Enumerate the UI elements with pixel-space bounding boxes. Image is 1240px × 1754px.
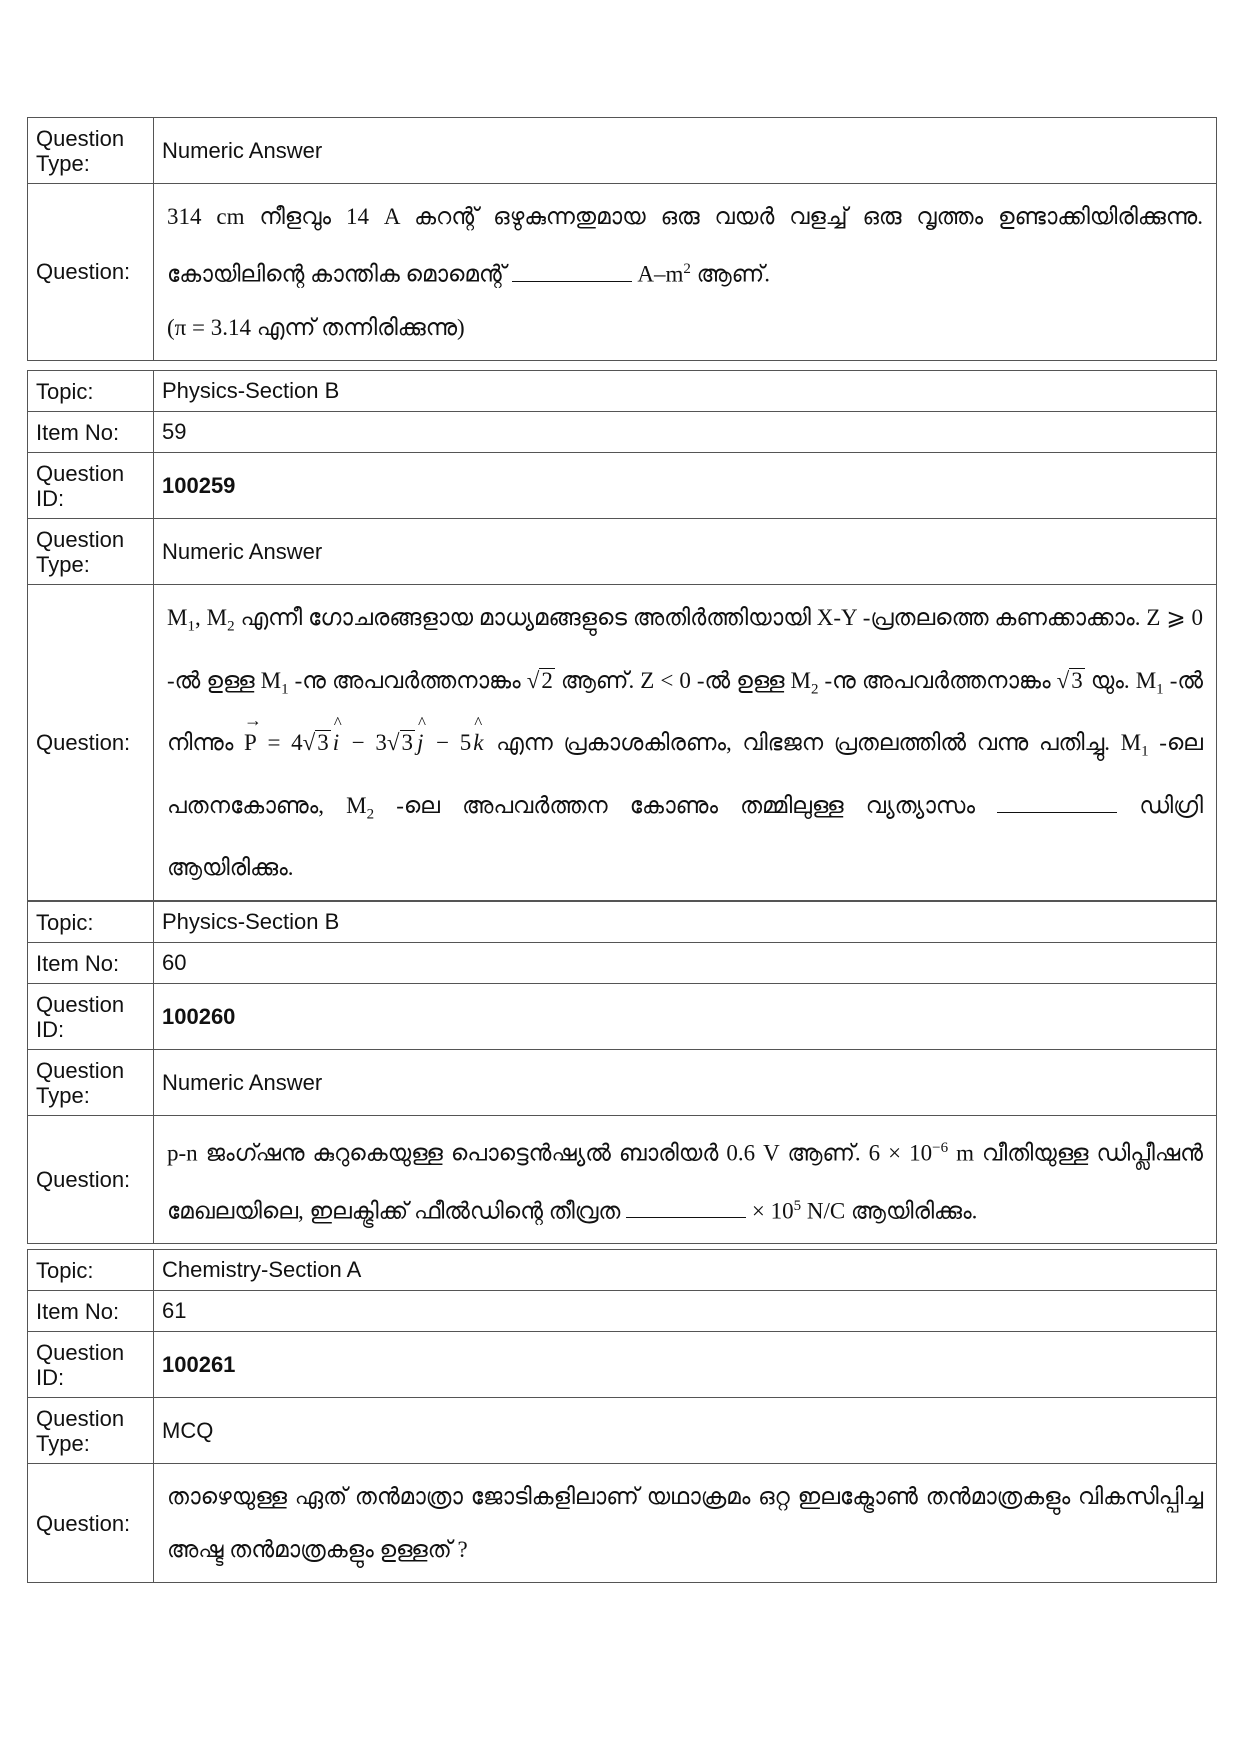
question-card-59 bbox=[27, 370, 1217, 901]
topic-label: Topic: bbox=[28, 1250, 154, 1291]
question-text: 314 cm നീളവും 14 A കറന്റ് ഒഴുകുന്നതുമായ ഒരു വയർ വളച്ച് ഒരു വൃത്തം ഉണ്ടാക്കിയിരിക്കുന്നു. കോയിലിന്റെ കാന്തിക മൊമെന്റ് $A-m^2$ ആണ്. (π = 3.14 എന്ന് തന്നിരിക്കുന്നു) bbox=[154, 184, 1217, 361]
question-type-label: Question Type: bbox=[28, 519, 154, 585]
topic-label: Topic: bbox=[28, 902, 154, 943]
question-type-label: Question Type: bbox=[28, 1398, 154, 1464]
sqrt-2: √2 bbox=[526, 667, 553, 693]
topic-value: Physics-Section B bbox=[154, 371, 1217, 412]
question-type-label: Question Type: bbox=[28, 1050, 154, 1116]
question-id-label: Question ID: bbox=[28, 1332, 154, 1398]
question-type-value: Numeric Answer bbox=[154, 519, 1217, 585]
question-type-value: MCQ bbox=[154, 1398, 1217, 1464]
question-id-label: Question ID: bbox=[28, 984, 154, 1050]
question-type-value: Numeric Answer bbox=[154, 118, 1217, 184]
vector-p: → P bbox=[244, 716, 257, 769]
sqrt-3: √3 bbox=[1056, 667, 1083, 693]
question-id-value: 100261 bbox=[154, 1332, 1217, 1398]
question-text: താഴെയുള്ള ഏത് തൻമാത്രാ ജോടികളിലാണ് യഥാക്രമം ഒറ്റ ഇലക്ട്രോൺ തൻമാത്രകളും വികസിപ്പിച്ച അഷ്ട തൻമാത്രകളും ഉള്ളത് ? bbox=[154, 1464, 1217, 1583]
item-no-label: Item No: bbox=[28, 412, 154, 453]
topic-value: Chemistry-Section A bbox=[154, 1250, 1217, 1291]
unit-vector-j: ^ j bbox=[415, 716, 425, 769]
question-card-continued bbox=[27, 117, 1217, 361]
topic-label: Topic: bbox=[28, 371, 154, 412]
question-type-value: Numeric Answer bbox=[154, 1050, 1217, 1116]
item-no-label: Item No: bbox=[28, 943, 154, 984]
item-no-value: 61 bbox=[154, 1291, 1217, 1332]
unit-vector-k: ^ k bbox=[471, 716, 485, 769]
question-label: Question: bbox=[28, 1464, 154, 1583]
question-id-label: Question ID: bbox=[28, 453, 154, 519]
question-label: Question: bbox=[28, 585, 154, 901]
question-label: Question: bbox=[28, 1116, 154, 1244]
answer-blank bbox=[626, 1191, 746, 1218]
question-card-61 bbox=[27, 1249, 1217, 1583]
item-no-value: 59 bbox=[154, 412, 1217, 453]
item-no-value: 60 bbox=[154, 943, 1217, 984]
question-id-value: 100259 bbox=[154, 453, 1217, 519]
question-text: $M_1$, $M_2$ എന്നീ ഗോചരങ്ങളായ മാധ്യമങ്ങളുടെ അതിർത്തിയായി X-Y -പ്രതലത്തെ കണക്കാക്കാം. Z ⩾ 0 -ൽ ഉള്ള $M_1$ -നു അപവർത്തനാങ്കം √2 ആണ്. Z < 0 -ൽ ഉള്ള $M_2$ -നു അപവർത്തനാങ്കം √3 യും. $M_1$ -ൽ നിന്നും → P = 4√3^ i − 3√3^ j − 5^ k എന്ന പ്രകാശകിരണം, വിഭജന പ്രതലത്തിൽ വന്നു പതിച്ചു. $M_1$ -ലെ പതനകോണും, $M_2$ -ലെ അപവർത്തന കോണും തമ്മിലുള്ള വ്യത്യാസം ഡിഗ്രി ആയിരിക്കും. bbox=[154, 585, 1217, 901]
question-label: Question: bbox=[28, 184, 154, 361]
question-text: p-n ജംഗ്ഷനു കുറുകെയുള്ള പൊട്ടെൻഷ്യൽ ബാരിയർ 0.6 V ആണ്. $6 \times 10^{-6}$ m വീതിയുള്ള ഡിപ്ലീഷൻ മേഖലയിലെ, ഇലക്ട്രിക്ക് ഫീൽഡിന്റെ തീവ്രത × $10^5$ N/C ആയിരിക്കും. bbox=[154, 1116, 1217, 1244]
answer-blank bbox=[997, 786, 1117, 813]
item-no-label: Item No: bbox=[28, 1291, 154, 1332]
question-card-60 bbox=[27, 901, 1217, 1244]
unit-vector-i: ^ i bbox=[331, 716, 341, 769]
question-type-label: Question Type: bbox=[28, 118, 154, 184]
topic-value: Physics-Section B bbox=[154, 902, 1217, 943]
question-id-value: 100260 bbox=[154, 984, 1217, 1050]
answer-blank bbox=[512, 255, 632, 282]
